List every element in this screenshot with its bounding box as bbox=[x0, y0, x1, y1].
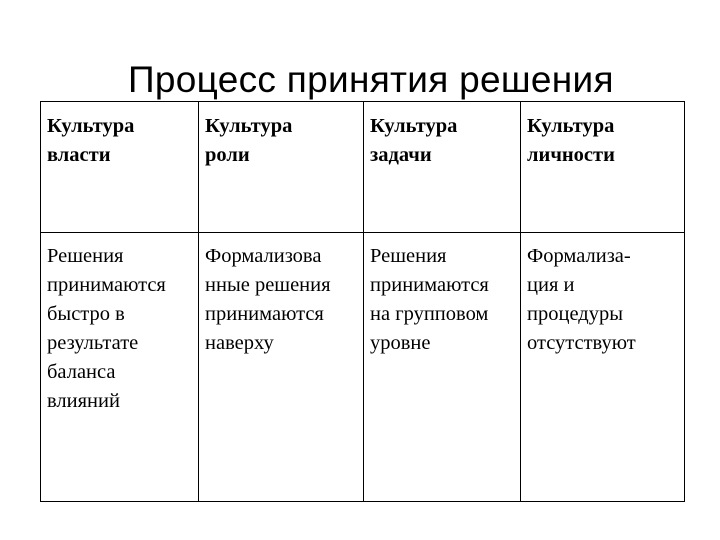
cell-line: быстро в bbox=[47, 303, 125, 325]
cell-power-culture bbox=[41, 233, 199, 502]
cell-line: отсутствуют bbox=[527, 332, 636, 354]
cell-line: ция и bbox=[527, 274, 575, 296]
header-line: власти bbox=[47, 144, 111, 166]
table-row bbox=[41, 233, 685, 502]
cell-task-culture bbox=[364, 233, 521, 502]
header-cell-person-culture bbox=[521, 102, 685, 233]
cell-line: принимаются bbox=[205, 303, 324, 325]
cell-line: Формализова bbox=[205, 245, 322, 267]
cell-person-culture bbox=[521, 233, 685, 502]
cell-line: на групповом bbox=[370, 303, 489, 325]
cell-line: Формализа- bbox=[527, 245, 631, 267]
header-line: Культура bbox=[527, 115, 615, 137]
header-line: задачи bbox=[370, 144, 432, 166]
header-line: Культура bbox=[47, 115, 135, 137]
header-line: Культура bbox=[205, 115, 293, 137]
cell-line: нные решения bbox=[205, 274, 331, 296]
header-cell-role-culture bbox=[199, 102, 364, 233]
cell-line: наверху bbox=[205, 332, 274, 354]
cell-line: Решения bbox=[47, 245, 124, 267]
culture-decision-table bbox=[40, 101, 685, 502]
cell-line: баланса bbox=[47, 361, 116, 383]
cell-line: принимаются bbox=[47, 274, 166, 296]
cell-line: принимаются bbox=[370, 274, 489, 296]
cell-line: Решения bbox=[370, 245, 447, 267]
cell-line: уровне bbox=[370, 332, 431, 354]
cell-role-culture bbox=[199, 233, 364, 502]
header-cell-power-culture bbox=[41, 102, 199, 233]
cell-line: результате bbox=[47, 332, 139, 354]
header-line: роли bbox=[205, 144, 250, 166]
header-line: Культура bbox=[370, 115, 458, 137]
header-line: личности bbox=[527, 144, 615, 166]
cell-line: процедуры bbox=[527, 303, 623, 325]
cell-line: влияний bbox=[47, 390, 120, 412]
slide-title: Процесс принятия решения bbox=[128, 59, 614, 100]
header-row bbox=[41, 102, 685, 233]
header-cell-task-culture bbox=[364, 102, 521, 233]
